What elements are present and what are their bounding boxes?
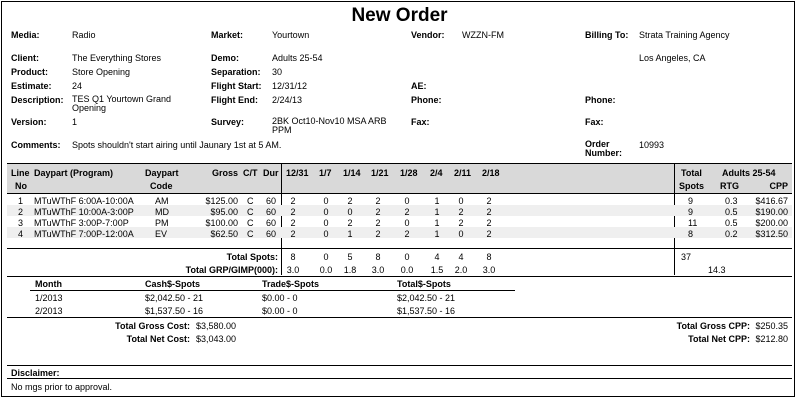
duration: 60	[266, 229, 277, 239]
col-cash: Cash$-Spots	[145, 279, 201, 289]
week-spots: 2	[458, 207, 464, 217]
gross-rate: $62.50	[210, 229, 238, 239]
ct-value: C	[247, 207, 254, 217]
product-label: Product:	[11, 67, 48, 77]
daypart-program: MTuWThF 6:00A-10:00A	[34, 196, 134, 206]
col-total: Total	[681, 168, 702, 178]
media-label: Media:	[11, 30, 40, 40]
summary-cash: $2,042.50 - 21	[145, 293, 204, 303]
ct-value: C	[247, 229, 254, 239]
disclaimer-label: Disclaimer:	[11, 368, 60, 378]
daypart-code: AM	[155, 196, 169, 206]
summary-total: $1,537.50 - 16	[397, 306, 456, 316]
billing-city: Los Angeles, CA	[639, 53, 706, 63]
week-total-spots: 4	[458, 252, 464, 262]
page-title: New Order	[351, 5, 448, 26]
week-header: 1/28	[400, 168, 418, 178]
vendor-label: Vendor:	[411, 30, 445, 40]
daypart-code: MD	[155, 207, 169, 217]
col-code: Code	[150, 181, 173, 191]
disclaimer-text: No mgs prior to approval.	[11, 382, 113, 392]
billing-value: Strata Training Agency	[639, 30, 730, 40]
flight-start-label: Flight Start:	[211, 81, 262, 91]
row-cpp: $416.67	[755, 196, 788, 206]
ct-value: C	[247, 196, 254, 206]
week-total-spots: 8	[375, 252, 381, 262]
gross-rate: $95.00	[210, 207, 238, 217]
comments-label: Comments:	[11, 140, 61, 150]
daypart-program: MTuWThF 10:00A-3:00P	[34, 207, 134, 217]
week-total-spots: 4	[434, 252, 440, 262]
week-total-grp: 2.0	[454, 265, 468, 275]
week-spots: 0	[404, 196, 410, 206]
row-total-spots: 8	[688, 229, 694, 239]
week-total-spots: 8	[486, 252, 492, 262]
summary-trade: $0.00 - 0	[262, 306, 298, 316]
market-value: Yourtown	[272, 30, 310, 40]
week-spots: 2	[375, 207, 381, 217]
week-spots: 2	[486, 196, 492, 206]
week-spots: 1	[434, 207, 440, 217]
billing-label: Billing To:	[585, 30, 629, 40]
duration: 60	[266, 196, 277, 206]
duration: 60	[266, 218, 277, 228]
week-spots: 2	[290, 229, 296, 239]
row-rtg: 0.5	[725, 207, 738, 217]
week-spots: 2	[375, 196, 381, 206]
estimate-label: Estimate:	[11, 81, 52, 91]
week-spots: 1	[434, 229, 440, 239]
ct-value: C	[247, 218, 254, 228]
row-cpp: $190.00	[755, 207, 788, 217]
col-ct: C/T	[243, 168, 258, 178]
week-spots: 2	[347, 218, 353, 228]
week-start-divider	[281, 164, 282, 275]
summary-month: 1/2013	[35, 293, 63, 303]
week-header: 1/7	[319, 168, 332, 178]
daypart-code: EV	[155, 229, 168, 239]
survey-value: 2BK Oct10-Nov10 MSA ARB PPM	[272, 116, 387, 135]
duration: 60	[266, 207, 277, 217]
col-no: No	[15, 181, 27, 191]
flight-end-value: 2/24/13	[272, 95, 303, 105]
week-spots: 2	[458, 218, 464, 228]
ae-label: AE:	[411, 81, 427, 91]
week-spots: 2	[404, 229, 410, 239]
row-cpp: $312.50	[755, 229, 788, 239]
col-adults: Adults 25-54	[722, 168, 776, 178]
week-total-grp: 3.0	[371, 265, 385, 275]
total-net-cpp-label: Total Net CPP:	[688, 334, 750, 344]
week-spots: 2	[404, 207, 410, 217]
summary-bottom-rule	[7, 317, 792, 318]
week-spots: 1	[434, 218, 440, 228]
version-value: 1	[72, 117, 78, 127]
survey-label: Survey:	[211, 117, 245, 127]
week-total-spots: 0	[404, 252, 410, 262]
line-number: 4	[18, 229, 24, 239]
flight-start-value: 12/31/12	[272, 81, 308, 91]
col-month: Month	[35, 279, 62, 289]
week-total-grp: 1.8	[343, 265, 357, 275]
summary-top-rule	[7, 276, 792, 277]
disclaimer-mid-rule	[7, 378, 792, 379]
week-spots: 2	[290, 207, 296, 217]
week-header: 1/14	[343, 168, 361, 178]
col-total-spots: Total$-Spots	[397, 279, 451, 289]
comments-value: Spots shouldn't start airing until Jaunary 1st at 5 AM.	[72, 140, 282, 150]
col-line: Line	[11, 168, 30, 178]
week-spots: 2	[290, 218, 296, 228]
summary-cash: $1,537.50 - 16	[145, 306, 204, 316]
total-net-cost-label: Total Net Cost:	[126, 334, 190, 344]
row-total-spots: 9	[688, 207, 694, 217]
row-total-spots: 11	[688, 218, 698, 228]
line-number: 3	[18, 218, 24, 228]
gross-rate: $125.00	[205, 196, 238, 206]
fax2-label: Fax:	[585, 117, 604, 127]
total-spots-label: Total Spots:	[226, 252, 278, 262]
summary-header-rule	[30, 290, 515, 291]
week-spots: 2	[290, 196, 296, 206]
summary-month: 2/2013	[35, 306, 63, 316]
week-spots: 2	[375, 229, 381, 239]
col-daypart: Daypart	[145, 168, 179, 178]
week-spots: 2	[486, 207, 492, 217]
order-number-label: Order Number:	[585, 139, 623, 158]
week-spots: 0	[458, 196, 464, 206]
summary-trade: $0.00 - 0	[262, 293, 298, 303]
col-daypart-program: Daypart (Program)	[34, 168, 114, 178]
week-spots: 1	[434, 196, 440, 206]
week-total-grp: 0.0	[319, 265, 333, 275]
summary-total: $2,042.50 - 21	[397, 293, 456, 303]
week-spots: 2	[486, 229, 492, 239]
col-spots: Spots	[679, 181, 705, 191]
demo-label: Demo:	[211, 53, 240, 63]
week-spots: 0	[458, 229, 464, 239]
total-gross-cost-value: $3,580.00	[196, 321, 237, 331]
total-gross-cpp-label: Total Gross CPP:	[676, 321, 750, 331]
week-total-grp: 1.5	[430, 265, 444, 275]
separation-label: Separation:	[211, 67, 261, 77]
fax-label: Fax:	[411, 117, 430, 127]
separation-value: 30	[272, 67, 283, 77]
total-gross-cost-label: Total Gross Cost:	[115, 321, 190, 331]
client-value: The Everything Stores	[72, 53, 162, 63]
week-total-grp: 0.0	[400, 265, 414, 275]
total-net-cpp-value: $212.80	[755, 334, 788, 344]
row-cpp: $200.00	[755, 218, 788, 228]
daypart-program: MTuWThF 3:00P-7:00P	[34, 218, 129, 228]
col-cpp: CPP	[769, 181, 788, 191]
daypart-program: MTuWThF 7:00P-12:00A	[34, 229, 134, 239]
week-header: 1/21	[371, 168, 389, 178]
week-spots: 2	[347, 196, 353, 206]
row-rtg: 0.5	[725, 218, 738, 228]
week-header: 2/11	[454, 168, 472, 178]
week-header: 12/31	[286, 168, 309, 178]
week-total-spots: 0	[323, 252, 329, 262]
week-spots: 2	[486, 218, 492, 228]
week-spots: 0	[323, 218, 329, 228]
line-number: 2	[18, 207, 24, 217]
description-value: TES Q1 Yourtown Grand Opening	[72, 94, 172, 113]
phone2-label: Phone:	[585, 95, 616, 105]
market-label: Market:	[211, 30, 244, 40]
week-spots: 0	[404, 218, 410, 228]
disclaimer-top-rule	[7, 365, 792, 366]
week-total-grp: 3.0	[482, 265, 496, 275]
week-spots: 0	[347, 207, 353, 217]
vendor-value: WZZN-FM	[462, 30, 504, 40]
week-header: 2/18	[482, 168, 500, 178]
week-end-divider	[674, 164, 675, 275]
row-rtg: 0.2	[725, 229, 738, 239]
gross-rate: $100.00	[205, 218, 238, 228]
week-total-grp: 3.0	[286, 265, 300, 275]
week-spots: 1	[347, 229, 353, 239]
phone-label: Phone:	[411, 95, 442, 105]
week-spots: 2	[375, 218, 381, 228]
demo-value: Adults 25-54	[272, 53, 323, 63]
order-number-value: 10993	[639, 140, 665, 150]
week-header: 2/4	[430, 168, 443, 178]
total-gross-cpp-value: $250.35	[755, 321, 788, 331]
total-spots-value: 37	[681, 252, 692, 262]
col-trade: Trade$-Spots	[262, 279, 320, 289]
client-label: Client:	[11, 53, 39, 63]
line-number: 1	[18, 196, 24, 206]
col-rtg: RTG	[720, 181, 739, 191]
estimate-value: 24	[72, 81, 83, 91]
product-value: Store Opening	[72, 67, 131, 77]
week-total-spots: 5	[347, 252, 353, 262]
flight-end-label: Flight End:	[211, 95, 258, 105]
col-dur: Dur	[263, 168, 279, 178]
week-spots: 0	[323, 196, 329, 206]
week-total-spots: 8	[290, 252, 296, 262]
week-spots: 0	[323, 207, 329, 217]
version-label: Version:	[11, 117, 47, 127]
description-label: Description:	[11, 95, 64, 105]
total-grp-value: 14.3	[708, 265, 726, 275]
media-value: Radio	[72, 30, 96, 40]
row-total-spots: 9	[688, 196, 694, 206]
col-gross: Gross	[211, 168, 238, 178]
total-net-cost-value: $3,043.00	[196, 334, 237, 344]
week-spots: 0	[323, 229, 329, 239]
daypart-code: PM	[155, 218, 169, 228]
row-rtg: 0.3	[725, 196, 738, 206]
total-grp-label: Total GRP/GIMP(000):	[185, 265, 278, 275]
